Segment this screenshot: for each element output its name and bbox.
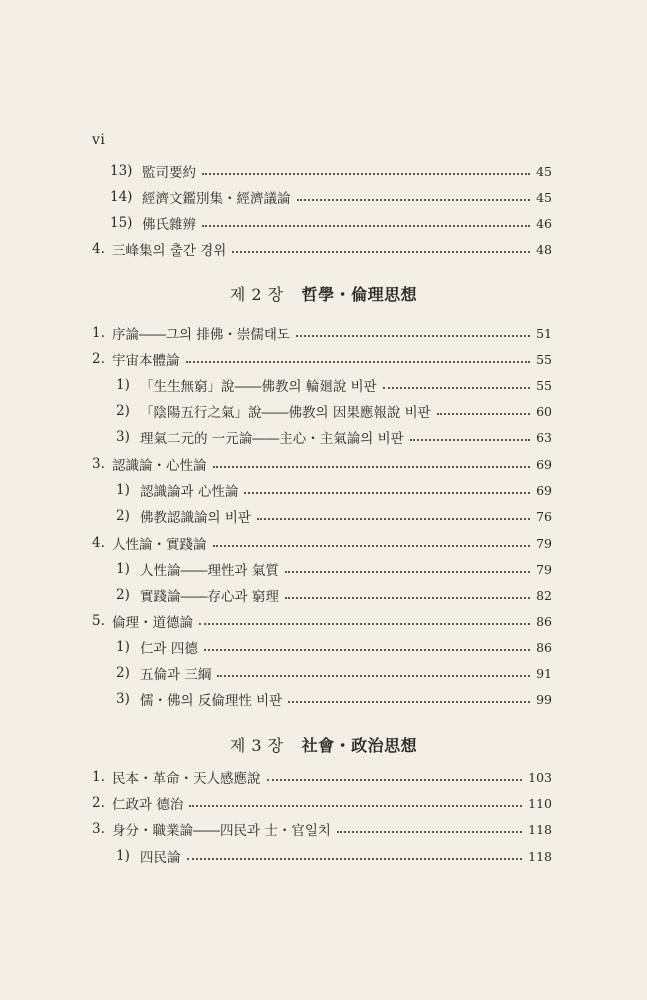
toc-entry[interactable]: [116, 400, 552, 422]
toc-entry[interactable]: [116, 662, 552, 684]
toc-entry[interactable]: [116, 426, 552, 448]
toc-entry-page: 51: [536, 325, 552, 341]
toc-entry-number: 2): [116, 665, 130, 681]
toc-entry-number: 2.: [92, 795, 105, 811]
toc-entry-number: 3): [116, 429, 130, 445]
chapter-number: 제 3 장: [229, 736, 284, 755]
toc-entry-page: 55: [536, 377, 552, 393]
dot-leader: [383, 387, 530, 389]
toc-entry-title: 四民論: [140, 850, 181, 866]
toc-entry-page: 46: [536, 215, 552, 231]
toc-entry-page: 55: [536, 351, 552, 367]
toc-entry-page: 91: [536, 665, 552, 681]
toc-entry-page: 86: [536, 613, 552, 629]
toc-entry-title: 仁政과 德治: [112, 797, 184, 813]
dot-leader: [437, 413, 530, 415]
toc-entry[interactable]: [116, 688, 552, 710]
chapter-heading: [0, 282, 647, 305]
toc-entry[interactable]: [92, 766, 552, 788]
dot-leader: [199, 623, 530, 625]
toc-entry[interactable]: [92, 322, 552, 344]
toc-entry-title: 民本・革命・天人感應說: [112, 771, 261, 787]
toc-entry-title: 仁과 四德: [140, 641, 198, 657]
toc-entry-title: 儒・佛의 反倫理性 비판: [140, 693, 283, 709]
toc-entry-number: 1): [116, 848, 130, 864]
toc-entry-number: 2): [116, 508, 130, 524]
toc-entry-number: 1.: [92, 325, 105, 341]
dot-leader: [189, 805, 522, 807]
toc-entry[interactable]: [92, 238, 552, 260]
toc-entry-title: 倫理・道德論: [112, 615, 193, 631]
toc-entry[interactable]: [92, 818, 552, 840]
toc-entry-page: 69: [536, 482, 552, 498]
toc-entry-title: 序論――그의 排佛・崇儒태도: [112, 327, 290, 343]
toc-entry-title: 理氣二元的 一元論――主心・主氣論의 비판: [140, 431, 404, 447]
dot-leader: [232, 251, 530, 253]
dot-leader: [187, 858, 523, 860]
toc-entry-page: 45: [536, 189, 552, 205]
chapter-heading: [0, 733, 647, 756]
toc-entry-number: 5.: [92, 613, 105, 629]
toc-entry[interactable]: [92, 453, 552, 475]
page-number: vi: [92, 132, 106, 148]
dot-leader: [285, 597, 530, 599]
toc-entry-page: 79: [536, 535, 552, 551]
toc-entry[interactable]: [92, 610, 552, 632]
toc-entry-number: 3.: [92, 456, 105, 472]
toc-entry[interactable]: [116, 584, 552, 606]
toc-entry-number: 1): [116, 377, 130, 393]
toc-entry-title: 佛氏雜辨: [142, 217, 196, 233]
toc-entry-page: 110: [528, 795, 552, 811]
toc-entry-title: 認識論과 心性論: [140, 484, 239, 500]
toc-entry-number: 1.: [92, 769, 105, 785]
dot-leader: [202, 225, 530, 227]
toc-entry[interactable]: [110, 160, 552, 182]
dot-leader: [337, 831, 522, 833]
dot-leader: [410, 439, 530, 441]
toc-entry-page: 69: [536, 456, 552, 472]
toc-entry-page: 118: [528, 848, 552, 864]
toc-entry-page: 86: [536, 639, 552, 655]
toc-entry-page: 82: [536, 587, 552, 603]
toc-entry-number: 4.: [92, 535, 105, 551]
toc-entry-number: 3): [116, 691, 130, 707]
toc-entry-title: 佛教認識論의 비판: [140, 510, 251, 526]
toc-entry[interactable]: [116, 845, 552, 867]
dot-leader: [267, 779, 523, 781]
dot-leader: [217, 675, 530, 677]
toc-entry[interactable]: [116, 505, 552, 527]
toc-entry-page: 48: [536, 241, 552, 257]
toc-entry-title: 五倫과 三綱: [140, 667, 212, 683]
toc-entry[interactable]: [116, 636, 552, 658]
toc-entry-number: 2.: [92, 351, 105, 367]
toc-entry-title: 宇宙本體論: [112, 353, 180, 369]
toc-entry-number: 1): [116, 639, 130, 655]
dot-leader: [186, 361, 531, 363]
toc-entry-title: 經濟文鑑別集・經濟議論: [142, 191, 291, 207]
dot-leader: [213, 466, 531, 468]
toc-entry-number: 15): [110, 215, 133, 231]
dot-leader: [288, 701, 530, 703]
dot-leader: [297, 199, 531, 201]
toc-entry-page: 79: [536, 561, 552, 577]
toc-entry[interactable]: [116, 374, 552, 396]
toc-entry[interactable]: [92, 792, 552, 814]
toc-entry-title: 身分・職業論――四民과 士・官일치: [112, 823, 331, 839]
toc-entry-page: 103: [528, 769, 552, 785]
toc-entry-title: 認識論・心性論: [112, 458, 207, 474]
toc-entry-number: 14): [110, 189, 133, 205]
toc-entry-number: 4.: [92, 241, 105, 257]
dot-leader: [213, 545, 531, 547]
toc-entry-number: 3.: [92, 821, 105, 837]
dot-leader: [204, 649, 530, 651]
toc-entry-title: 三峰集의 출간 경위: [112, 243, 227, 259]
dot-leader: [285, 571, 530, 573]
toc-entry-number: 1): [116, 482, 130, 498]
toc-entry[interactable]: [110, 212, 552, 234]
toc-entry-page: 45: [536, 163, 552, 179]
toc-entry-page: 99: [536, 691, 552, 707]
toc-entry[interactable]: [92, 532, 552, 554]
dot-leader: [202, 173, 530, 175]
toc-entry[interactable]: [116, 558, 552, 580]
dot-leader: [296, 335, 530, 337]
toc-entry-number: 2): [116, 403, 130, 419]
toc-entry-number: 13): [110, 163, 133, 179]
toc-entry[interactable]: [116, 479, 552, 501]
toc-entry-title: 「生生無窮」說――佛教의 輪廻說 비판: [140, 379, 377, 395]
toc-entry-title: 監司要約: [142, 165, 196, 181]
toc-entry-title: 「陰陽五行之氣」說――佛教의 因果應報說 비판: [140, 405, 431, 421]
toc-entry-page: 63: [536, 429, 552, 445]
chapter-title: 社會・政治思想: [301, 736, 418, 755]
toc-entry-page: 118: [528, 821, 552, 837]
toc-entry-number: 1): [116, 561, 130, 577]
toc-entry-title: 實踐論――存心과 窮理: [140, 589, 279, 605]
chapter-title: 哲學・倫理思想: [301, 285, 418, 304]
toc-entry-title: 人性論――理性과 氣質: [140, 563, 279, 579]
toc-entry-page: 76: [536, 508, 552, 524]
toc-entry[interactable]: [92, 348, 552, 370]
toc-entry-number: 2): [116, 587, 130, 603]
dot-leader: [257, 518, 530, 520]
dot-leader: [244, 492, 530, 494]
chapter-number: 제 2 장: [229, 285, 284, 304]
toc-entry-page: 60: [536, 403, 552, 419]
toc-entry-title: 人性論・實踐論: [112, 537, 207, 553]
toc-entry[interactable]: [110, 186, 552, 208]
